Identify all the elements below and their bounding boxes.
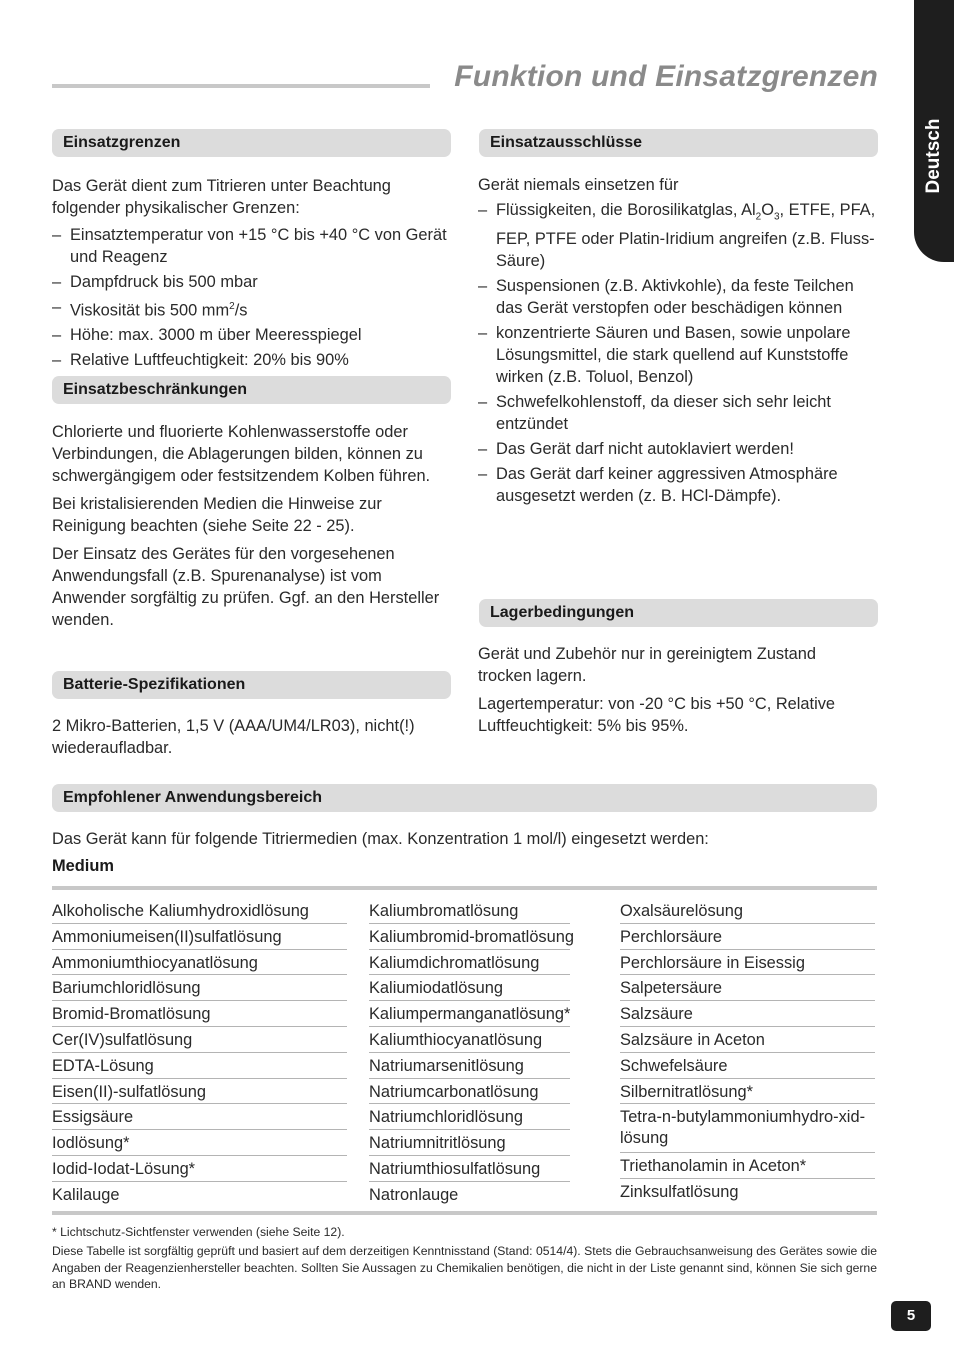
table-cell: Oxalsäurelösung xyxy=(620,898,875,924)
einsatzgrenzen-body xyxy=(52,175,447,371)
einsatzausschluesse-intro: Gerät niemals einsetzen für xyxy=(478,176,679,194)
list-item: – Relative Luftfeuchtigkeit: 20% bis 90% xyxy=(52,349,447,371)
einsatzgrenzen-intro: Das Gerät dient zum Titrieren unter Beachtung folgender physikalischer Grenzen: xyxy=(52,177,391,217)
disclaimer: Diese Tabelle ist sorgfältig geprüft und basiert auf dem derzeitigen Kenntnisstand (Stand: 0514/4). Stets die Gebrauchsanweisung des Gerätes sowie die Angaben der Reagenzienhersteller beachten. Sollten Sie Aussagen zu Chemikalien benötigen, die nicht in der Liste genannt sind, können Sie sich gerne an BRAND wenden. xyxy=(52,1244,877,1291)
language-tab xyxy=(914,0,954,262)
list-item: – konzentrierte Säuren und Basen, sowie unpolare Lösungsmittel, die stark quellend auf Kunststoffe wirken (z.B. Toluol, Benzol) xyxy=(478,322,878,388)
paragraph: Chlorierte und fluorierte Kohlenwasserstoffe oder Verbindungen, die Ablagerungen bilden, können zu schwergängigem oder festsitzendem Kolben führen. xyxy=(52,423,431,485)
table-cell: Iodlösung* xyxy=(52,1130,347,1156)
section-heading-einsatzbeschraenkungen: Einsatzbeschränkungen xyxy=(52,376,451,404)
media-column-3 xyxy=(620,898,875,1204)
einsatzbeschraenkungen-body xyxy=(52,421,447,631)
list-item: – Schwefelkohlenstoff, da dieser sich sehr leicht entzündet xyxy=(478,391,878,435)
table-cell: Triethanolamin in Aceton* xyxy=(620,1153,875,1179)
table-top-rule xyxy=(52,886,877,890)
table-cell: Silbernitratlösung* xyxy=(620,1079,875,1105)
footnote: * Lichtschutz-Sichtfenster verwenden (siehe Seite 12). xyxy=(52,1225,345,1239)
table-cell: Iodid-Iodat-Lösung* xyxy=(52,1156,347,1182)
list-item: – Dampfdruck bis 500 mbar xyxy=(52,271,447,293)
einsatzgrenzen-list xyxy=(52,224,447,371)
section-heading-lagerbedingungen: Lagerbedingungen xyxy=(479,599,878,627)
table-cell: Natriumchloridlösung xyxy=(369,1104,570,1130)
list-item: – Einsatztemperatur von +15 °C bis +40 °C von Gerät und Reagenz xyxy=(52,224,447,268)
table-cell: Natriumcarbonatlösung xyxy=(369,1079,570,1105)
list-item: – Höhe: max. 3000 m über Meeresspiegel xyxy=(52,324,447,346)
header-rule xyxy=(52,84,430,88)
table-cell: Tetra-n-butylammoniumhydro-xid-lösung xyxy=(620,1104,875,1153)
table-cell: Kaliumthiocyanatlösung xyxy=(369,1027,570,1053)
table-cell: Bariumchloridlösung xyxy=(52,975,347,1001)
table-cell: Alkoholische Kaliumhydroxidlösung xyxy=(52,898,347,924)
language-tab-label: Deutsch xyxy=(923,118,944,194)
section-heading-batterie: Batterie-Spezifikationen xyxy=(52,671,451,699)
paragraph: Bei kristalisierenden Medien die Hinweise zur Reinigung beachten (siehe Seite 22 - 25). xyxy=(52,495,382,535)
table-cell: Kaliumiodatlösung xyxy=(369,975,570,1001)
table-cell: Schwefelsäure xyxy=(620,1053,875,1079)
list-item: – Das Gerät darf keiner aggressiven Atmosphäre ausgesetzt werden (z. B. HCl-Dämpfe). xyxy=(478,463,878,507)
table-cell: Natriumnitritlösung xyxy=(369,1130,570,1156)
table-cell: Natronlauge xyxy=(369,1185,459,1204)
table-cell: Kalilauge xyxy=(52,1185,120,1204)
list-item: – Das Gerät darf nicht autoklaviert werden! xyxy=(478,438,878,460)
table-cell: Kaliumdichromatlösung xyxy=(369,950,570,976)
page-number: 5 xyxy=(891,1301,931,1331)
table-cell: Natriumthiosulfatlösung xyxy=(369,1156,570,1182)
batterie-text: 2 Mikro-Batterien, 1,5 V (AAA/UM4/LR03), nicht(!) wiederaufladbar. xyxy=(52,717,415,757)
table-bottom-rule xyxy=(52,1211,877,1215)
section-heading-einsatzgrenzen: Einsatzgrenzen xyxy=(52,129,451,157)
table-column-header: Medium xyxy=(52,857,114,875)
lagerbedingungen-body xyxy=(478,643,868,737)
table-cell: Salpetersäure xyxy=(620,975,875,1001)
table-cell: Cer(IV)sulfatlösung xyxy=(52,1027,347,1053)
paragraph: Lagertemperatur: von -20 °C bis +50 °C, Relative Luftfeuchtigkeit: 5% bis 95%. xyxy=(478,695,836,735)
table-cell: Bromid-Bromatlösung xyxy=(52,1001,347,1027)
table-cell: Kaliumbromatlösung xyxy=(369,898,570,924)
anwendungsbereich-intro: Das Gerät kann für folgende Titriermedien (max. Konzentration 1 mol/l) eingesetzt werden: xyxy=(52,830,709,848)
paragraph: Gerät und Zubehör nur in gereinigtem Zustand trocken lagern. xyxy=(478,645,817,685)
table-cell: Zinksulfatlösung xyxy=(620,1182,739,1201)
list-item-borosilicate: – Flüssigkeiten, die Borosilikatglas, $Al_2O_3$, ETFE, PFA, FEP, PTFE oder Platin-Iridium angreifen (z.B. Fluss-Säure) xyxy=(478,199,878,272)
table-cell: Ammoniumthiocyanatlösung xyxy=(52,950,347,976)
media-column-1 xyxy=(52,898,347,1208)
paragraph: Der Einsatz des Gerätes für den vorgesehenen Anwendungsfall (z.B. Spurenanalyse) ist vom Anwender sorgfältig zu prüfen. Ggf. an den Hersteller wenden. xyxy=(52,545,440,629)
list-item: – Suspensionen (z.B. Aktivkohle), da feste Teilchen das Gerät verstopfen oder beschädigen können xyxy=(478,275,878,319)
einsatzausschluesse-list xyxy=(478,199,878,507)
table-cell: Kaliumbromid-bromatlösung xyxy=(369,924,570,950)
section-heading-anwendungsbereich: Empfohlener Anwendungsbereich xyxy=(52,784,877,812)
table-cell: Essigsäure xyxy=(52,1104,347,1130)
section-heading-einsatzausschluesse: Einsatzausschlüsse xyxy=(479,129,878,157)
table-cell: Salzsäure in Aceton xyxy=(620,1027,875,1053)
list-item-viscosity: – Viskosität bis 500 $mm^2/s$ xyxy=(52,296,447,321)
table-cell: Eisen(II)-sulfatlösung xyxy=(52,1079,347,1105)
table-cell: Perchlorsäure in Eisessig xyxy=(620,950,875,976)
table-cell: Ammoniumeisen(II)sulfatlösung xyxy=(52,924,347,950)
media-column-2 xyxy=(369,898,574,1208)
table-cell: Natriumarsenitlösung xyxy=(369,1053,570,1079)
einsatzausschluesse-body xyxy=(478,174,878,507)
table-cell: Kaliumpermanganatlösung* xyxy=(369,1001,570,1027)
table-cell: EDTA-Lösung xyxy=(52,1053,347,1079)
table-cell: Salzsäure xyxy=(620,1001,875,1027)
page-title: Funktion und Einsatzgrenzen xyxy=(454,60,878,93)
table-cell: Perchlorsäure xyxy=(620,924,875,950)
